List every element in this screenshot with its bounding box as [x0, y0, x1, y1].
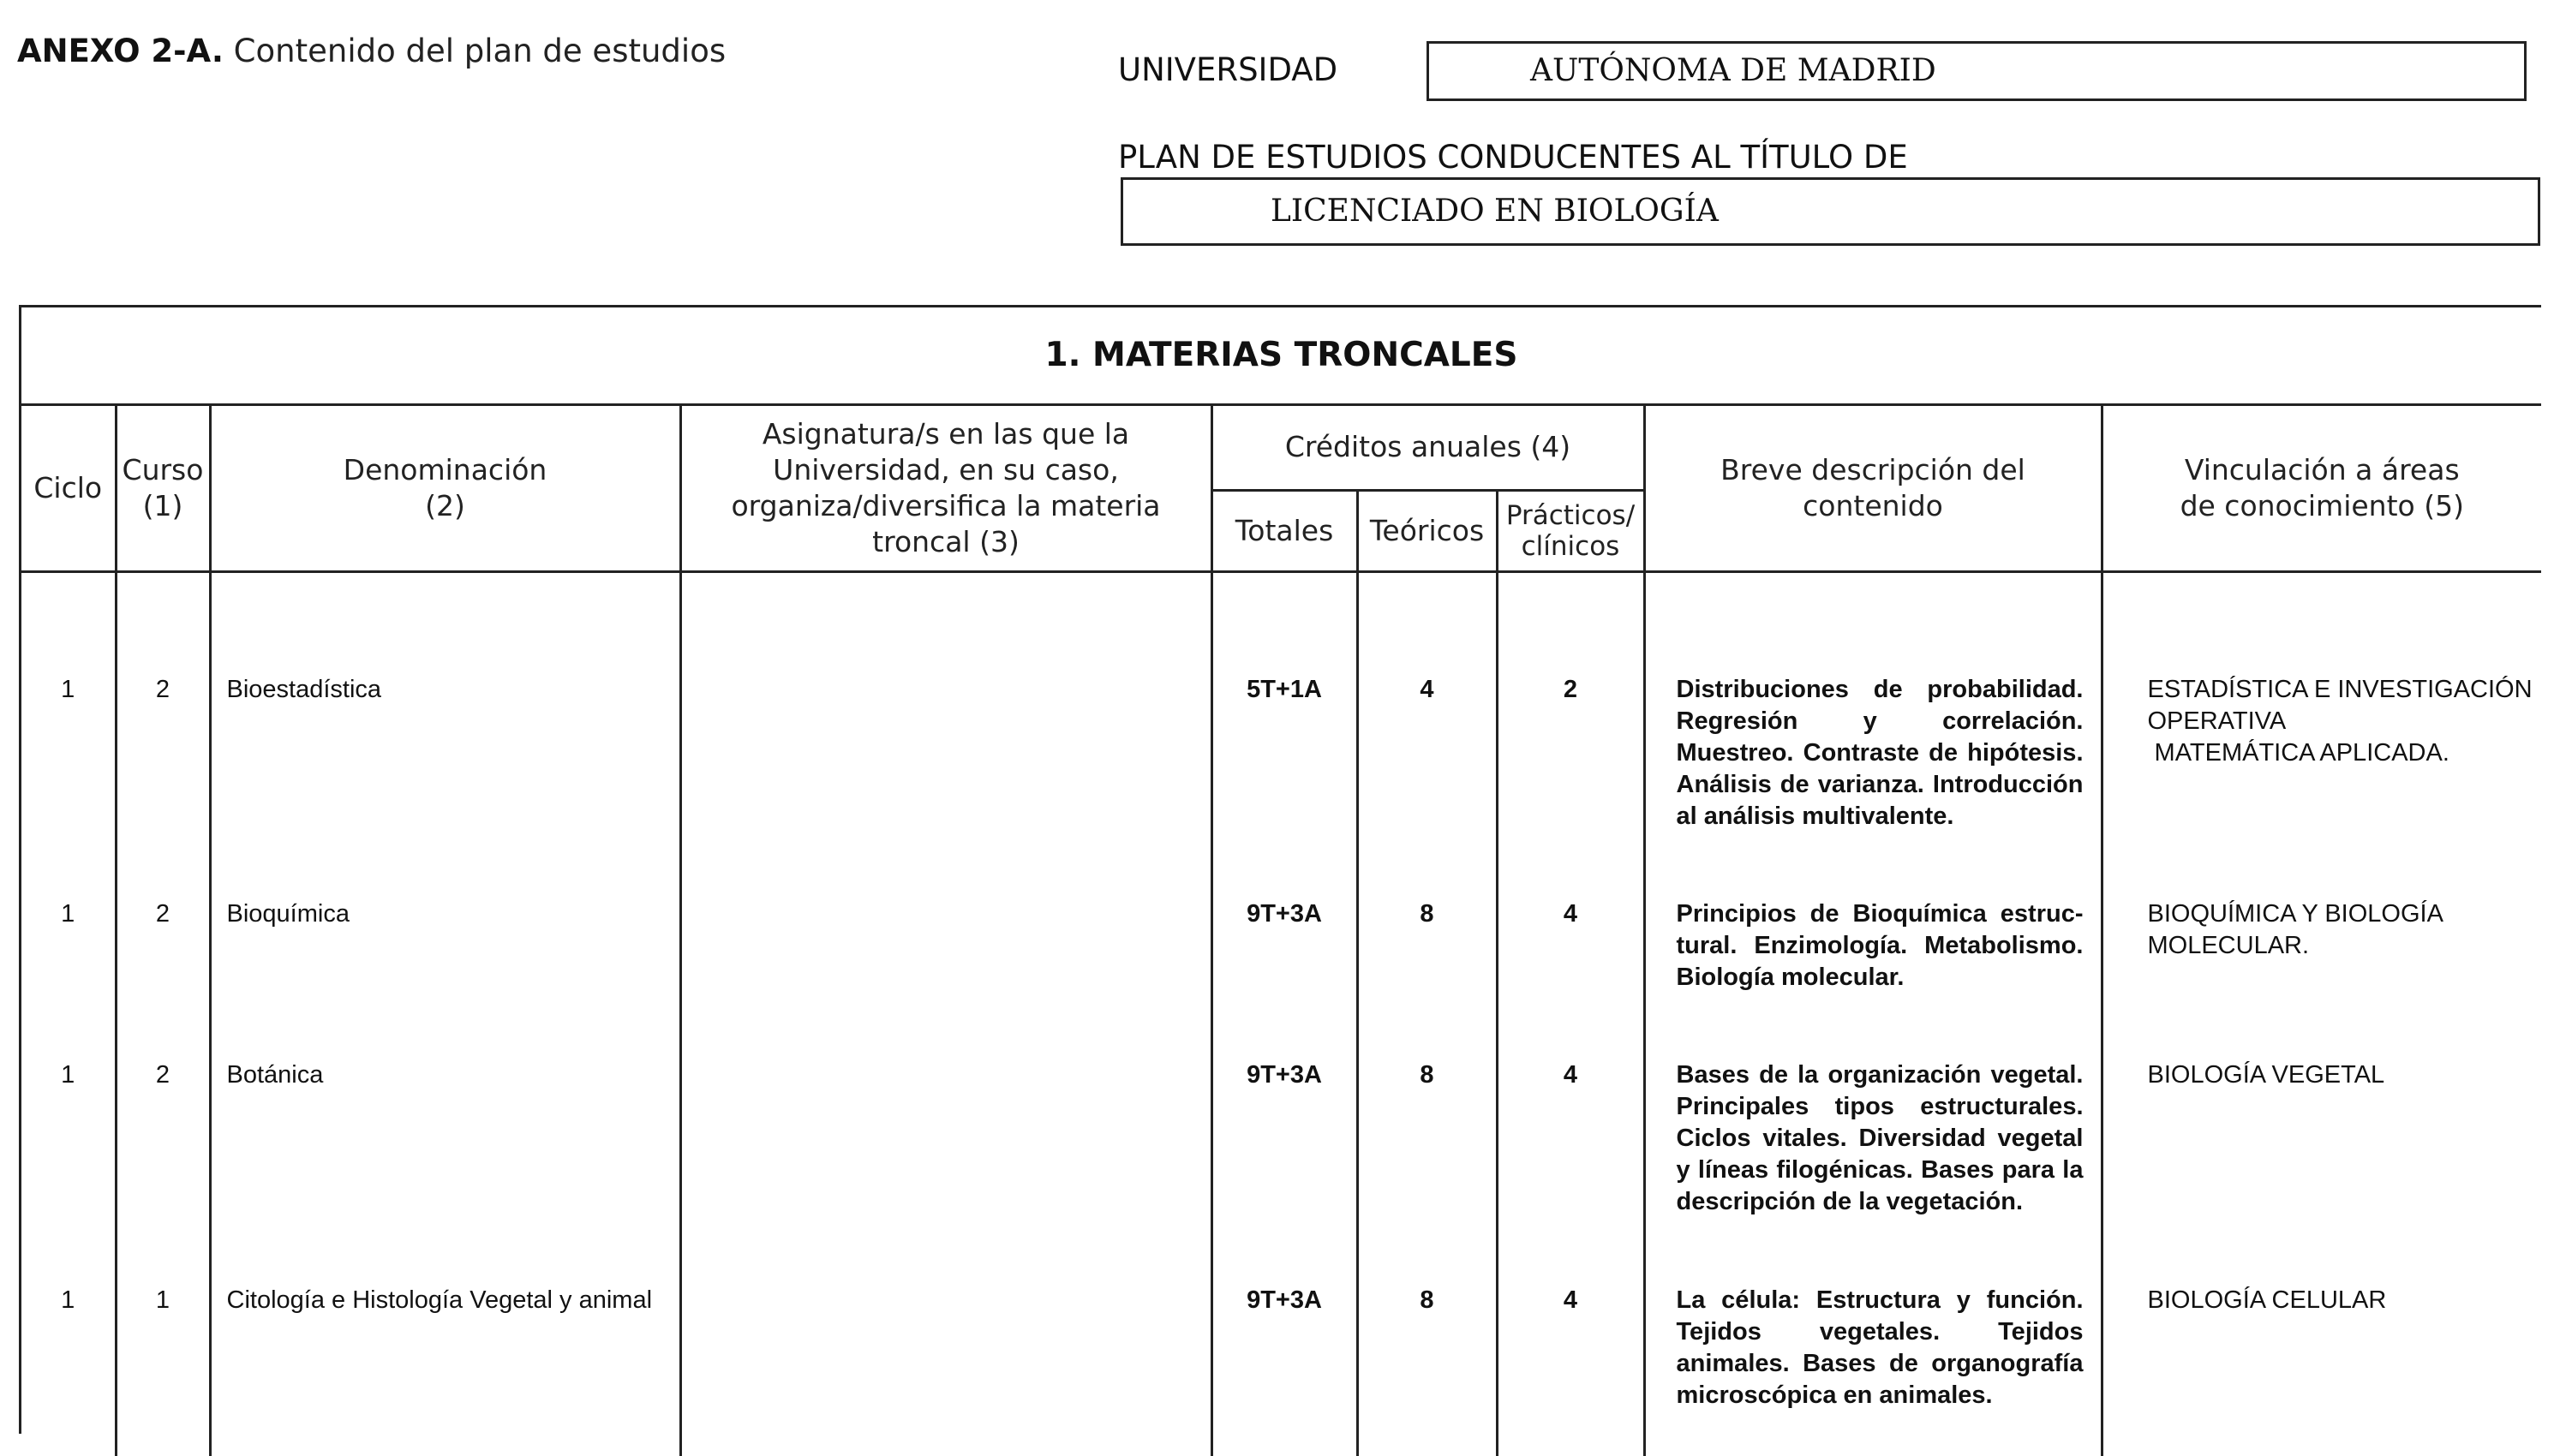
cell-ciclo: 1: [21, 1059, 116, 1285]
col-denominacion-note: (2): [425, 488, 465, 522]
col-ciclo: Ciclo: [21, 404, 116, 571]
table-row: [21, 1285, 2541, 1456]
col-vinculacion: Vinculación a áreas de conocimiento (5): [2102, 404, 2541, 571]
annex-label: ANEXO 2-A.: [17, 33, 224, 69]
section-title: 1. MATERIAS TRONCALES: [21, 307, 2541, 404]
cell-practicos: 4: [1497, 1059, 1644, 1285]
table-row: [21, 898, 2541, 1059]
cell-totales: 9T+3A: [1211, 898, 1357, 1059]
col-curso-note: (1): [142, 488, 183, 522]
cell-area: [2102, 1285, 2541, 1456]
table-row: [21, 1059, 2541, 1285]
col-curso-label: Curso: [122, 452, 204, 486]
col-denominacion: [210, 404, 680, 571]
degree-title: LICENCIADO EN BIOLOGÍA: [1121, 177, 2540, 246]
cell-curso: 2: [116, 674, 210, 898]
cell-totales: 5T+1A: [1211, 674, 1357, 898]
cell-teoricos: 8: [1357, 1059, 1497, 1285]
cell-totales: 9T+3A: [1211, 1059, 1357, 1285]
col-teoricos: Teóricos: [1357, 490, 1497, 571]
cell-denominacion: Bioestadística: [210, 674, 680, 898]
col-practicos: Prácticos/ clínicos: [1497, 490, 1644, 571]
area-line: ESTADÍSTICA E INVESTIGACIÓN: [2147, 676, 2533, 703]
cell-ciclo: 1: [21, 1285, 116, 1456]
cell-asignaturas: [680, 1059, 1211, 1285]
cell-totales: 9T+3A: [1211, 1285, 1357, 1456]
area-line: MATEMÁTICA APLICADA.: [2147, 739, 2449, 767]
area-line: BIOQUÍMICA Y BIOLOGÍA: [2147, 900, 2443, 928]
cell-asignaturas: [680, 898, 1211, 1059]
col-curso: [116, 404, 210, 571]
cell-teoricos: 8: [1357, 1285, 1497, 1456]
cell-denominacion: Citología e Histología Vegetal y animal: [210, 1285, 680, 1456]
cell-area: [2102, 898, 2541, 1059]
cell-descripcion: Distribuciones de probabilidad. Regresión y correlación. Muestreo. Contraste de hipótesis. Análisis de varianza. Introducción al análisis multivalente.: [1644, 674, 2102, 898]
col-totales: Totales: [1211, 490, 1357, 571]
cell-area: [2102, 674, 2541, 898]
cell-descripcion: La célula: Estructura y función. Tejidos vegetales. Tejidos animales. Bases de organografía microscópica en animales.: [1644, 1285, 2102, 1456]
area-line: OPERATIVA: [2147, 707, 2287, 735]
col-creditos: Créditos anuales (4): [1211, 404, 1644, 490]
cell-denominacion: Botánica: [210, 1059, 680, 1285]
col-descripcion: Breve descripción del contenido: [1644, 404, 2102, 571]
curriculum-table: [19, 305, 2541, 1434]
area-line: MOLECULAR.: [2147, 932, 2310, 959]
area-line: BIOLOGÍA CELULAR: [2147, 1286, 2387, 1314]
cell-practicos: 2: [1497, 674, 1644, 898]
cell-teoricos: 8: [1357, 898, 1497, 1059]
cell-asignaturas: [680, 1285, 1211, 1456]
university-name: AUTÓNOMA DE MADRID: [1427, 41, 2527, 101]
cell-curso: 2: [116, 1059, 210, 1285]
cell-ciclo: 1: [21, 674, 116, 898]
cell-teoricos: 4: [1357, 674, 1497, 898]
university-label: UNIVERSIDAD: [1118, 51, 1338, 88]
cell-curso: 2: [116, 898, 210, 1059]
annex-subtitle: Contenido del plan de estudios: [233, 33, 727, 69]
table-row: [21, 674, 2541, 898]
cell-practicos: 4: [1497, 898, 1644, 1059]
cell-denominacion: Bioquímica: [210, 898, 680, 1059]
cell-practicos: 4: [1497, 1285, 1644, 1456]
cell-descripcion: Principios de Bioquímica estruc- tural. Enzimología. Metabolismo. Biología molecular.: [1644, 898, 2102, 1059]
plan-label: PLAN DE ESTUDIOS CONDUCENTES AL TÍTULO DE: [1118, 139, 1908, 176]
col-denominacion-label: Denominación: [343, 452, 547, 486]
cell-asignaturas: [680, 674, 1211, 898]
cell-ciclo: 1: [21, 898, 116, 1059]
col-asignaturas: Asignatura/s en las que la Universidad, en su caso, organiza/diversifica la materia troncal (3): [680, 404, 1211, 571]
area-line: BIOLOGÍA VEGETAL: [2147, 1061, 2385, 1089]
cell-descripcion: Bases de la organización vegetal. Principales tipos estructurales. Ciclos vitales. Diversidad vegetal y líneas filogénicas. Bases para la descripción de la vegetación.: [1644, 1059, 2102, 1285]
annex-heading: [17, 33, 726, 69]
cell-area: [2102, 1059, 2541, 1285]
cell-curso: 1: [116, 1285, 210, 1456]
